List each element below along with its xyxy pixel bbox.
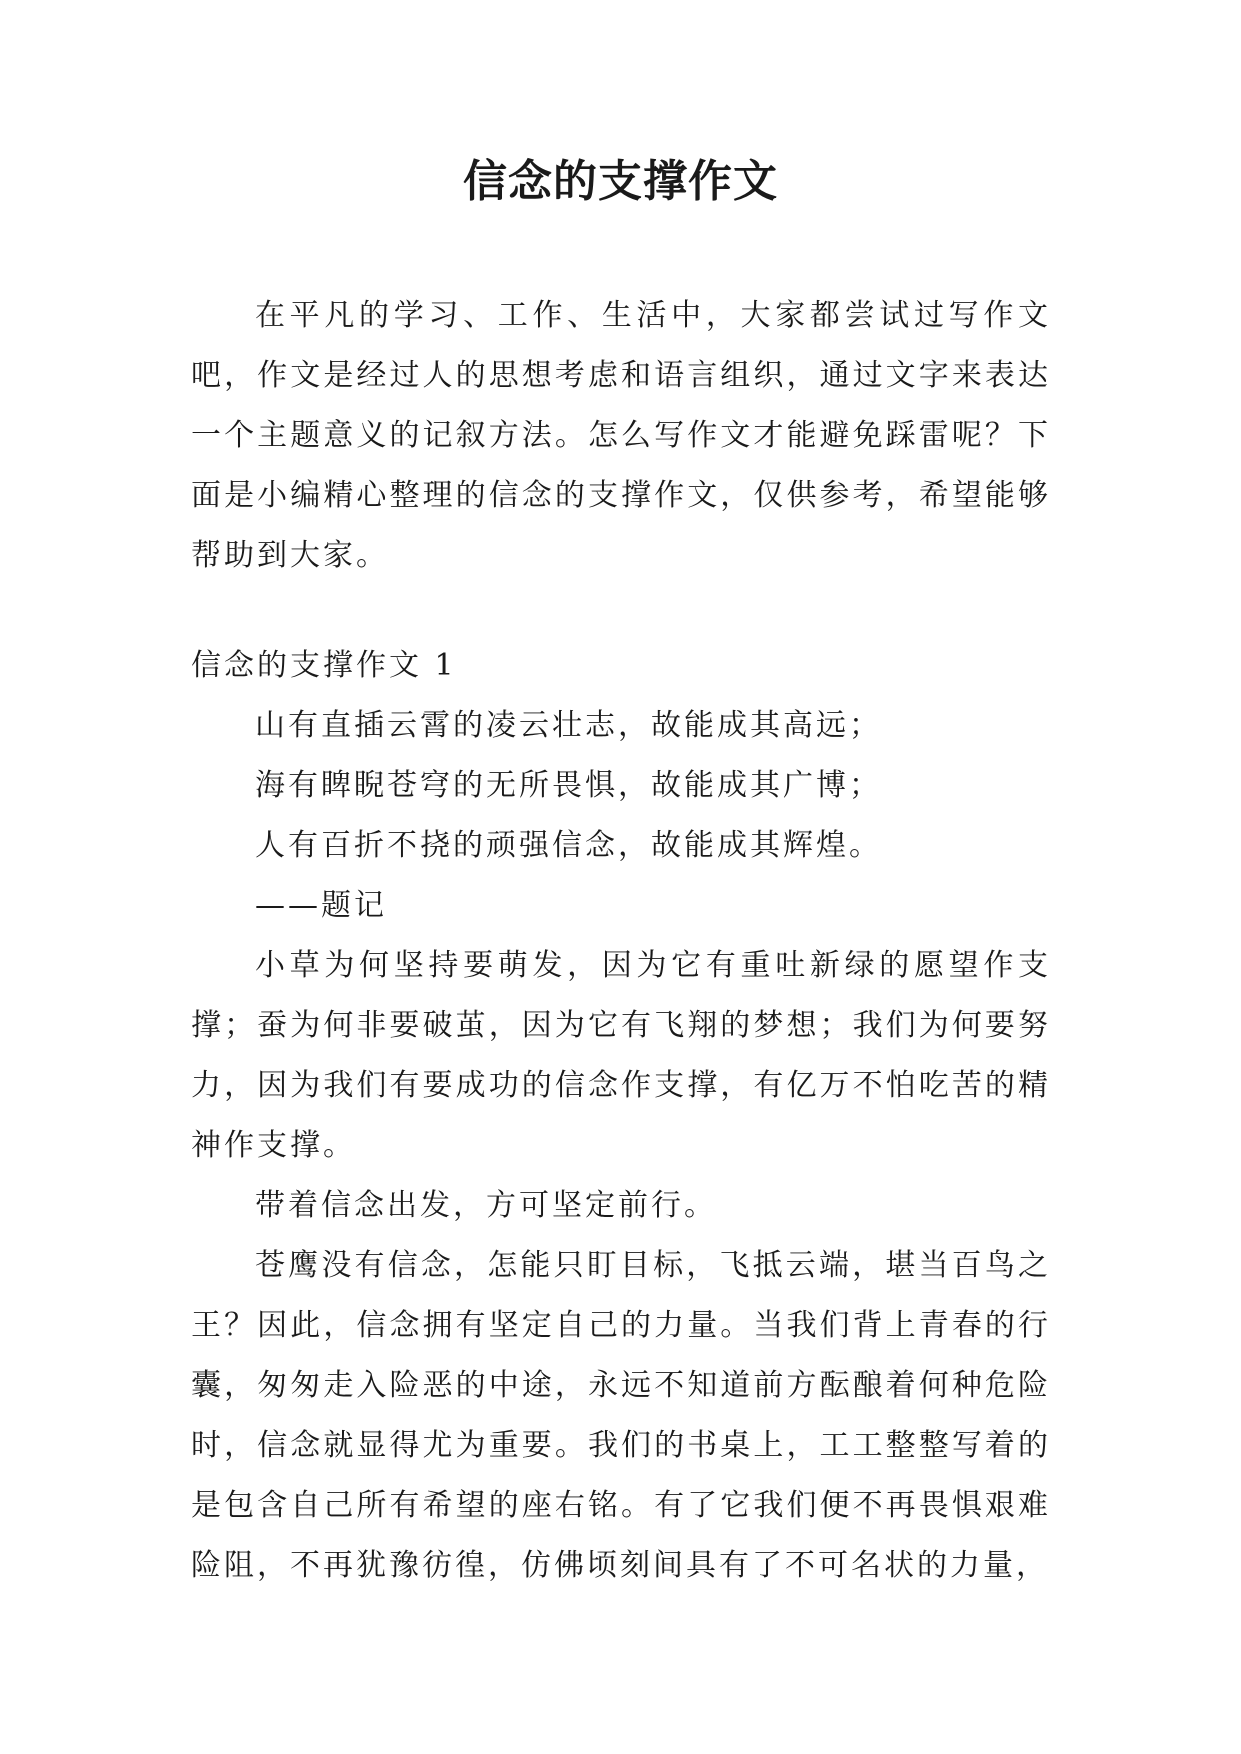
section-heading: 信念的支撑作文 1 [191,648,457,683]
epigraph-label: ——题记 [255,888,387,923]
document-title: 信念的支撑作文 [463,156,778,207]
body-paragraph-2: 带着信念出发，方可坚定前行。 [255,1188,717,1223]
essay-section [191,636,1051,1596]
body-paragraph-3: 苍鹰没有信念，怎能只盯目标，飞抵云端，堪当百鸟之王？因此，信念拥有坚定自己的力量。当我们背上青春的行囊，匆匆走入险恶的中途，永远不知道前方酝酿着何种危险时，信念就显得尤为重要。我们的书桌上，工工整整写着的是包含自己所有希望的座右铭。有了它我们便不再畏惧艰难险阻，不再犹豫彷徨，仿佛顷刻间具有了不可名状的力量， [191,1248,1051,1583]
poem-line-1: 山有直插云霄的凌云壮志，故能成其高远； [255,708,882,743]
intro-block [191,286,1051,586]
intro-paragraph: 在平凡的学习、工作、生活中，大家都尝试过写作文吧，作文是经过人的思想考虑和语言组织，通过文字来表达一个主题意义的记叙方法。怎么写作文才能避免踩雷呢？下面是小编精心整理的信念的支撑作文，仅供参考，希望能够帮助到大家。 [191,298,1051,573]
body-paragraph-1: 小草为何坚持要萌发，因为它有重吐新绿的愿望作支撑；蚕为何非要破茧，因为它有飞翔的梦想；我们为何要努力，因为我们有要成功的信念作支撑，有亿万不怕吃苦的精神作支撑。 [191,948,1051,1163]
poem-line-3: 人有百折不挠的顽强信念，故能成其辉煌。 [255,828,882,863]
poem-line-2: 海有睥睨苍穹的无所畏惧，故能成其广博； [255,768,882,803]
